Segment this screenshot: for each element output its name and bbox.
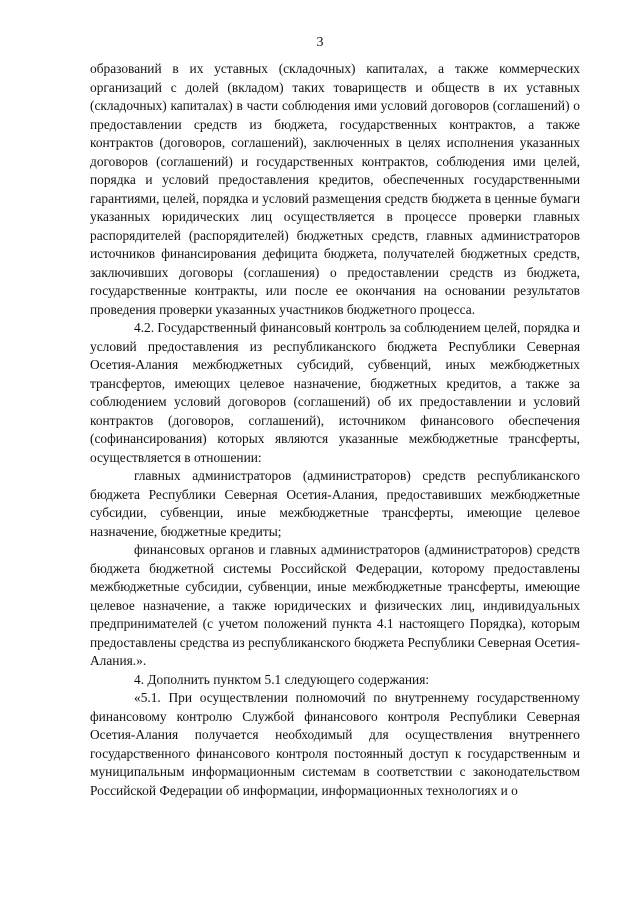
paragraph-5-1: «5.1. При осуществлении полномочий по внутреннему государственному финансовому контролю Службой финансового контроля Республики Северная Осетия-Алания получается необходимый для осуществления внутреннего государственного финансового контроля постоянный доступ к государственным и муниципальным информационным системам в соответствии с законодательством Российской Федерации об информации, информационных технологиях и о	[90, 690, 580, 798]
paragraph-amendment-4: 4. Дополнить пунктом 5.1 следующего содержания:	[134, 671, 430, 687]
page-number: 3	[316, 35, 324, 50]
paragraph-financial-bodies: финансовых органов и главных администраторов (администраторов) средств бюджета бюджетной системы Российской Федерации, которому предоставлены межбюджетные субсидии, субвенции, иные межбюджетные трансферты, имеющие целевое назначение, а также юридических и физических лиц, индивидуальных предпринимателей (с учетом положений пункта 4.1 настоящего Порядка), которым предоставлены средства из республиканского бюджета Республики Северная Осетия-Алания.».	[90, 542, 580, 668]
paragraph-continuation: образований в их уставных (складочных) капиталах, а также коммерческих организаций с долей (вкладом) таких товариществ и обществ в их уставных (складочных) капиталах) в части соблюдения ими условий договоров (соглашений) о предоставлении средств из бюджета, государственных контрактов, а также контрактов (договоров, соглашений), заключенных в целях исполнения указанных договоров (соглашений) и государственных контрактов, соблюдения ими целей, порядка и условий предоставления кредитов, обеспеченных государственными гарантиями, целей, порядка и условий размещения средств бюджета в ценные бумаги указанных юридических лиц осуществляется в процессе проверки главных распорядителей (распорядителей) бюджетных средств, главных администраторов источников финансирования дефицита бюджета, получателей бюджетных средств, заключивших договоры (соглашения) о предоставлении средств из бюджета, государственные контракты, или после ее окончания на основании результатов проведения проверки указанных участников бюджетного процесса.	[90, 61, 580, 317]
paragraph-4-2: 4.2. Государственный финансовый контроль за соблюдением целей, порядка и условий предоставления из республиканского бюджета Республики Северная Осетия-Алания межбюджетных субсидий, субвенций, иных межбюджетных трансфертов, имеющих целевое назначение, бюджетных кредитов, а также за соблюдением условий договоров (соглашений) об их предоставлении и условий контрактов (договоров, соглашений), источником финансового обеспечения (софинансирования) которых являются указанные межбюджетные трансферты, осуществляется в отношении:	[90, 320, 581, 465]
paragraph-main-administrators: главных администраторов (администраторов) средств республиканского бюджета Республики Северная Осетия-Алания, предоставивших межбюджетные субсидии, субвенции, иные межбюджетные трансферты, имеющие целевое назначение, бюджетные кредиты;	[90, 468, 580, 539]
document-body	[90, 60, 580, 800]
